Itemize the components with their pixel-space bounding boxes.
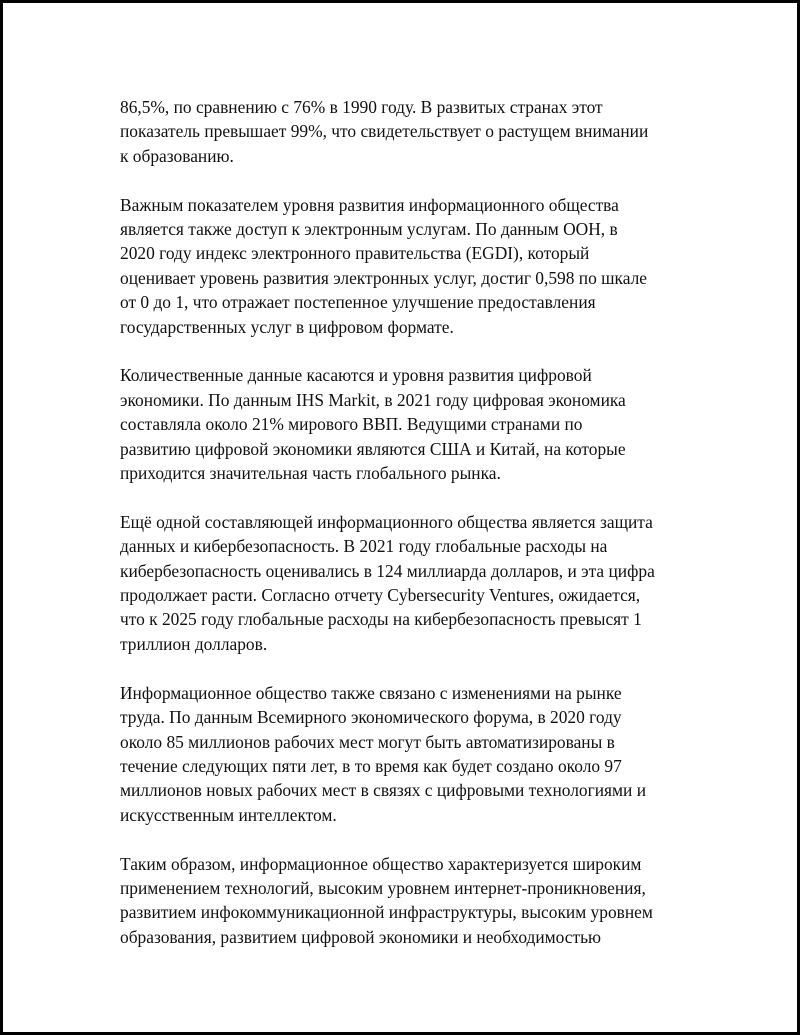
paragraph-conclusion: Таким образом, информационное общество характеризуется широким применением технологий, высоким уровнем интернет-проникновения, развитием инфокоммуникационной инфраструктуры, высоким уровнем образования, развитием цифровой экономики и необходимостью: [120, 853, 653, 947]
document-body: [120, 95, 700, 974]
paragraph-digital-economy: Количественные данные касаются и уровня развития цифровой экономики. По данным IHS Markit, в 2021 году цифровая экономика составляла около 21% мирового ВВП. Ведущими странами по развитию цифровой экономики являются США и Китай, на которые приходится значительная часть глобального рынка.: [120, 365, 626, 484]
paragraph-e-government: Важным показателем уровня развития информационного общества является также доступ к электронным услугам. По данным ООН, в 2020 году индекс электронного правительства (EGDI), который оценивает уровень развития электронных услуг, достиг 0,598 по шкале от 0 до 1, что отражает постепенное улучшение предоставления государственных услуг в цифровом формате.: [120, 194, 647, 337]
paragraph-cybersecurity: Ещё одной составляющей информационного общества является защита данных и кибербезопасность. В 2021 году глобальные расходы на кибербезопасность оценивались в 124 миллиарда долларов, и эта цифра продолжает расти. Согласно отчету Cybersecurity Ventures, ожидается, что к 2025 году глобальные расходы на кибербезопасность превысят 1 триллион долларов.: [120, 511, 655, 654]
paragraph-labor-market: Информационное общество также связано с изменениями на рынке труда. По данным Всемирного экономического форума, в 2020 году около 85 миллионов рабочих мест могут быть автоматизированы в течение следующих пяти лет, в то время как будет создано около 97 миллионов новых рабочих мест в связях с цифровыми технологиями и искусственным интеллектом.: [120, 682, 646, 825]
paragraph-literacy: 86,5%, по сравнению с 76% в 1990 году. В развитых странах этот показатель превышает 99%, что свидетельствует о растущем внимании к образованию.: [120, 97, 649, 166]
